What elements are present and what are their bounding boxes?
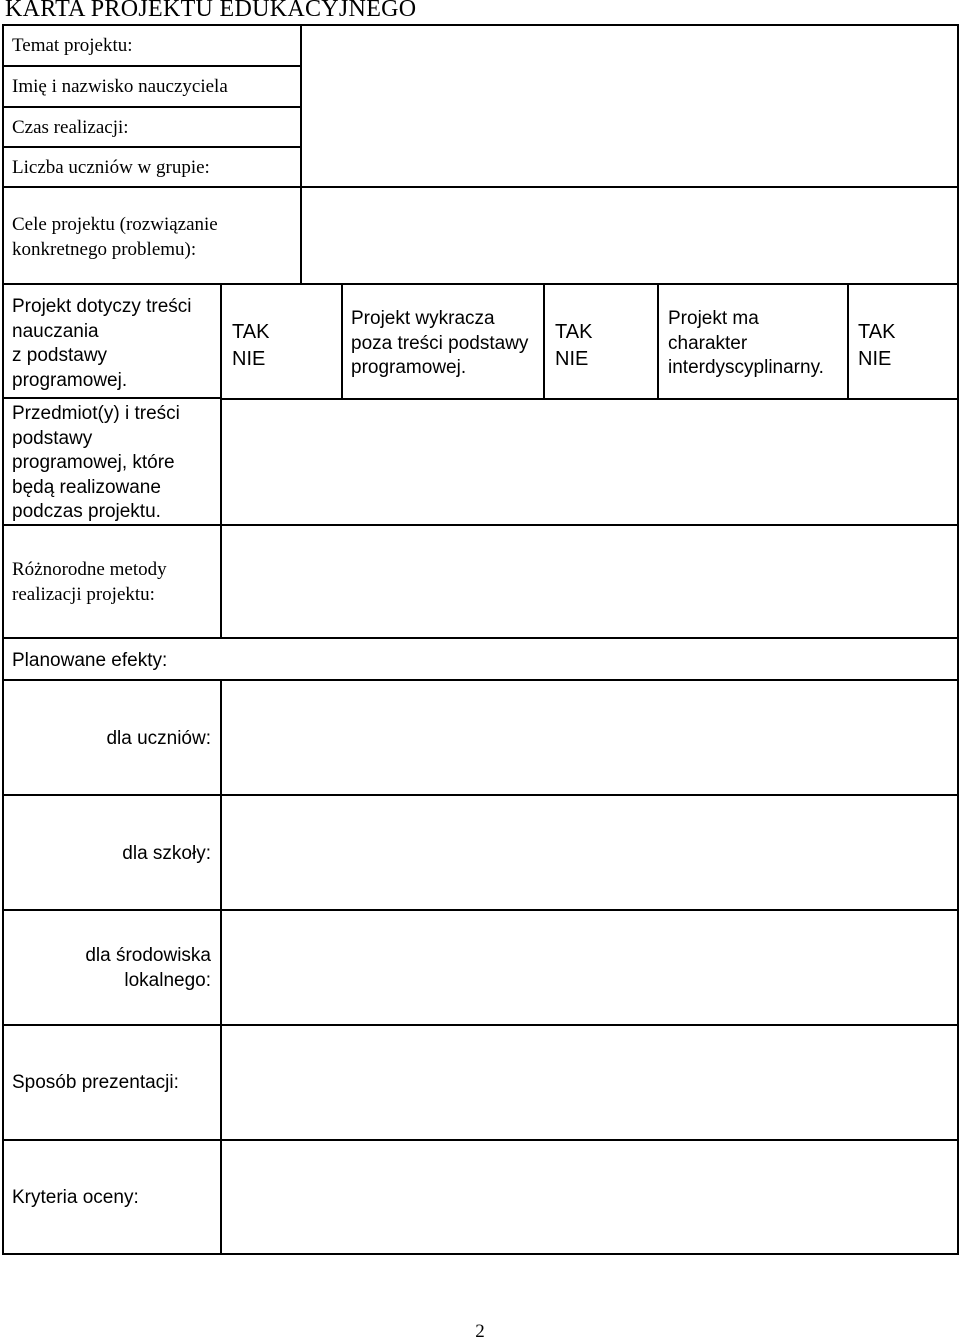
row-divider xyxy=(2,637,959,639)
form-title: KARTA PROJEKTU EDUKACYJNEGO xyxy=(5,0,417,22)
goals-label: Cele projektu (rozwiązanie konkretnego problemu): xyxy=(12,214,218,260)
subjects-field[interactable] xyxy=(222,400,957,524)
row-divider xyxy=(2,106,301,108)
curriculum-label: Projekt dotyczy treści nauczania z podstawy programowej. xyxy=(12,296,192,391)
teacher-field[interactable] xyxy=(302,67,957,107)
table-border-bottom xyxy=(2,1253,959,1255)
column-divider xyxy=(657,283,659,399)
beyond-curriculum-choice[interactable] xyxy=(555,319,592,373)
choice-yes[interactable]: TAK xyxy=(858,321,896,343)
effects-students-label: dla uczniów: xyxy=(106,728,211,749)
effects-label: Planowane efekty: xyxy=(12,650,168,671)
teacher-label: Imię i nazwisko nauczyciela xyxy=(12,76,228,97)
topic-field[interactable] xyxy=(302,26,957,66)
effects-school-label: dla szkoły: xyxy=(122,843,211,864)
choice-yes[interactable]: TAK xyxy=(232,321,270,343)
column-divider xyxy=(341,283,343,399)
criteria-field[interactable] xyxy=(222,1141,957,1253)
presentation-field[interactable] xyxy=(222,1026,957,1139)
effects-community-field[interactable] xyxy=(222,911,957,1024)
criteria-label: Kryteria oceny: xyxy=(12,1187,139,1208)
curriculum-choice[interactable] xyxy=(232,319,269,373)
row-divider xyxy=(2,65,301,67)
subjects-label: Przedmiot(y) i treści podstawy programowej, które będą realizowane podczas projektu. xyxy=(12,403,180,522)
goals-field[interactable] xyxy=(302,188,957,283)
interdisciplinary-label: Projekt ma charakter interdyscyplinarny. xyxy=(668,308,824,378)
students-label: Liczba uczniów w grupie: xyxy=(12,157,210,178)
students-field[interactable] xyxy=(302,148,957,186)
methods-field[interactable] xyxy=(222,526,957,637)
presentation-label: Sposób prezentacji: xyxy=(12,1072,179,1093)
choice-no[interactable]: NIE xyxy=(555,348,589,370)
table-border-right xyxy=(957,24,959,1255)
page-number: 2 xyxy=(475,1321,485,1342)
row-divider xyxy=(2,146,301,148)
row-divider xyxy=(2,397,221,399)
beyond-curriculum-label: Projekt wykracza poza treści podstawy programowej. xyxy=(351,308,529,378)
effects-students-field[interactable] xyxy=(222,681,957,794)
methods-label: Różnorodne metody realizacji projektu: xyxy=(12,559,167,605)
choice-no[interactable]: NIE xyxy=(232,348,266,370)
effects-school-field[interactable] xyxy=(222,796,957,909)
topic-label: Temat projektu: xyxy=(12,35,133,56)
duration-field[interactable] xyxy=(302,108,957,146)
column-divider xyxy=(847,283,849,399)
table-border-left xyxy=(2,24,4,1255)
effects-community-label: dla środowiska lokalnego: xyxy=(85,945,211,991)
column-divider xyxy=(543,283,545,399)
duration-label: Czas realizacji: xyxy=(12,117,129,138)
row-divider xyxy=(2,283,959,285)
choice-yes[interactable]: TAK xyxy=(555,321,593,343)
choice-no[interactable]: NIE xyxy=(858,348,892,370)
interdisciplinary-choice[interactable] xyxy=(858,319,895,373)
